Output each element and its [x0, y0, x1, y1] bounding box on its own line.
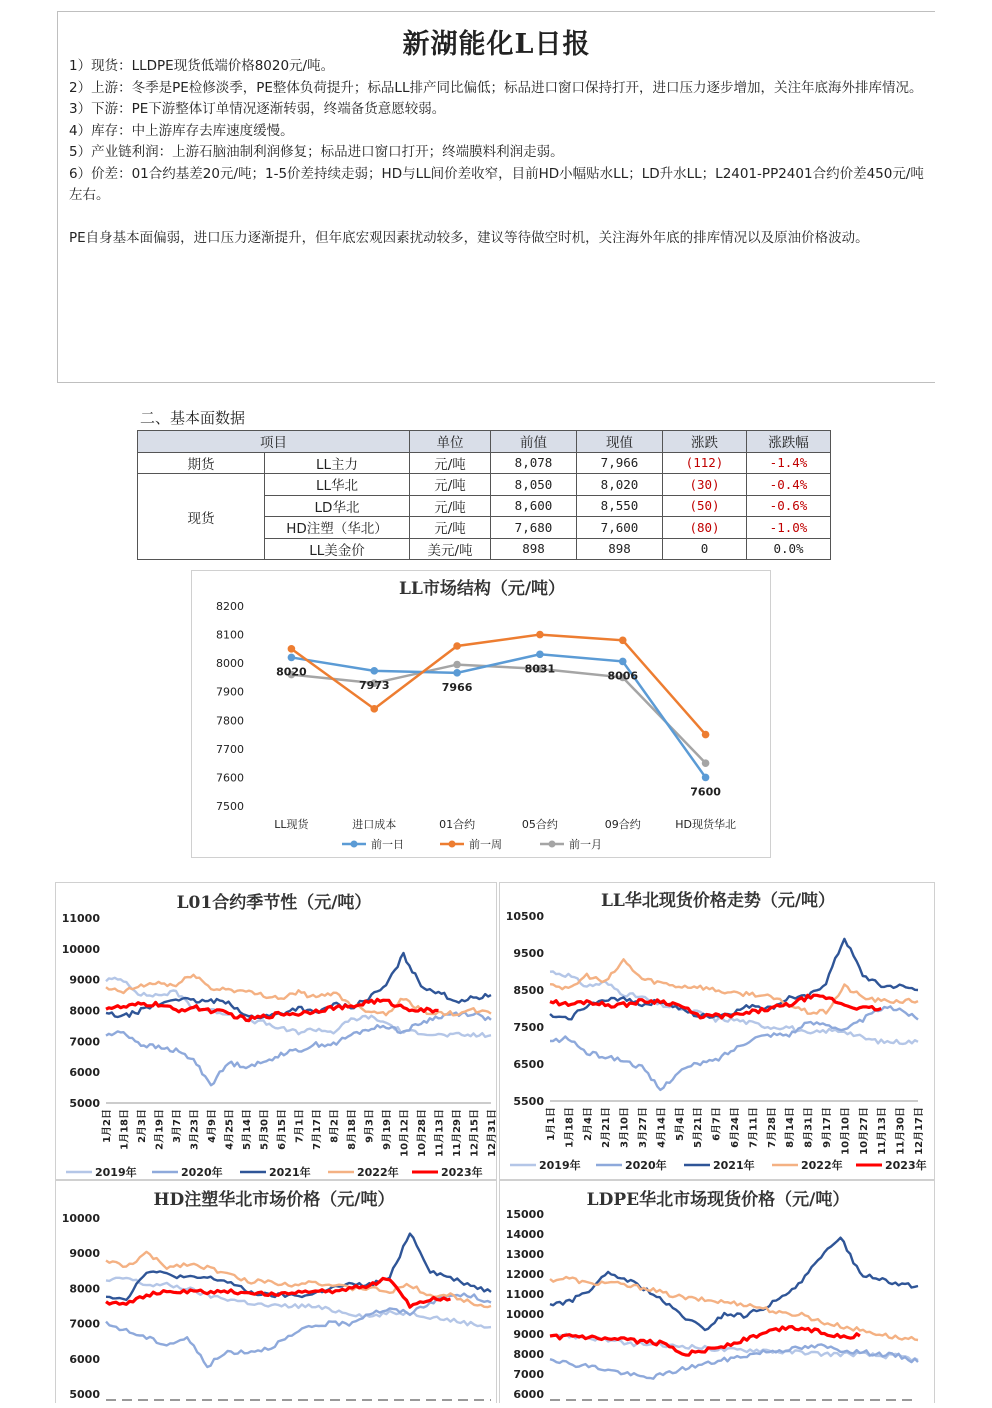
pct-cell: -1.4% [747, 452, 831, 474]
data-label: 8020 [276, 665, 307, 679]
data-point [453, 642, 461, 650]
legend-marker [449, 841, 456, 848]
y-tick-label: 7800 [216, 714, 244, 728]
legend-label: 2019年 [539, 1159, 581, 1172]
change-cell: (30) [663, 474, 747, 496]
fundamentals-table [137, 430, 831, 560]
legend-label: 2020年 [625, 1159, 667, 1172]
y-tick-label: 8100 [216, 628, 244, 642]
legend-marker [351, 841, 358, 848]
prev-cell: 8,078 [491, 452, 577, 474]
x-tick-label: 10月28日 [417, 1109, 428, 1157]
change-cell: (80) [663, 517, 747, 539]
series-line [106, 1012, 491, 1085]
ll-north-spot-chart-panel [499, 882, 935, 1180]
data-point [370, 667, 378, 675]
table-header-row [138, 431, 831, 453]
legend-item [596, 1158, 667, 1172]
chart-title: LDPE华北市场现货价格（元/吨） [586, 1190, 850, 1210]
table-row [138, 452, 831, 474]
data-point [370, 705, 378, 713]
x-tick-label: 9月3日 [364, 1109, 376, 1143]
y-tick-label: 8000 [69, 1282, 100, 1296]
x-tick-label: 7月28日 [766, 1107, 778, 1148]
data-point [453, 669, 461, 677]
x-tick-label: 6月7日 [711, 1107, 723, 1141]
unit-cell: 元/吨 [410, 517, 491, 539]
x-tick-label: 3月27日 [638, 1107, 649, 1148]
x-tick-label: 8月18日 [347, 1109, 358, 1150]
item-cell: LD华北 [265, 495, 410, 517]
data-point [288, 654, 296, 662]
y-tick-label: 6000 [69, 1066, 100, 1080]
legend-label: 2020年 [181, 1166, 223, 1179]
x-tick-label: 01合约 [439, 818, 476, 831]
pct-cell: -1.0% [747, 517, 831, 539]
x-tick-label: 10月10日 [840, 1107, 852, 1155]
legend-label: 2022年 [357, 1166, 399, 1179]
section-title: 二、基本面数据 [140, 409, 246, 427]
prev-cell: 898 [491, 538, 577, 560]
x-tick-label: 8月2日 [329, 1109, 341, 1143]
group-cell: 期货 [138, 452, 265, 474]
x-tick-label: 12月17日 [914, 1107, 925, 1155]
ldpe-chart [500, 1181, 934, 1404]
data-label: 7973 [358, 678, 390, 692]
curr-cell: 8,550 [577, 495, 663, 517]
y-tick-label: 8000 [216, 657, 244, 671]
change-cell: 0 [663, 538, 747, 560]
report-line: 5）产业链利润：上游石脑油制利润修复；标品进口窗口打开；终端膜料利润走弱。 [69, 144, 564, 160]
hd-injection-chart-panel [55, 1180, 497, 1403]
y-tick-label: 11000 [61, 912, 100, 925]
x-tick-label: 2月21日 [601, 1107, 613, 1148]
data-point [702, 759, 710, 767]
report-line: 3）下游：PE下游整体订单情况逐渐转弱，终端备货意愿较弱。 [69, 101, 446, 117]
x-tick-label: 2月4日 [582, 1107, 594, 1141]
y-tick-label: 7000 [69, 1317, 100, 1331]
data-point [702, 774, 710, 782]
pct-cell: -0.4% [747, 474, 831, 496]
curr-cell: 8,020 [577, 474, 663, 496]
item-cell: LL美金价 [265, 538, 410, 560]
x-tick-label: 1月18日 [564, 1107, 576, 1148]
y-tick-label: 5500 [513, 1095, 544, 1108]
y-tick-label: 10500 [505, 910, 544, 923]
x-tick-label: 8月31日 [803, 1107, 815, 1148]
y-tick-label: 9500 [513, 947, 544, 960]
data-point [536, 650, 544, 658]
report-line: 4）库存：中上游库存去库速度缓慢。 [69, 122, 294, 139]
x-tick-label: 9月19日 [382, 1109, 393, 1150]
col-header: 涨跌 [663, 431, 747, 453]
l01-seasonality-chart [56, 883, 496, 1179]
x-tick-label: 8月14日 [785, 1107, 797, 1148]
x-tick-label: 12月31日 [487, 1109, 498, 1157]
legend-item [342, 837, 404, 851]
x-tick-label: 3月7日 [172, 1109, 183, 1143]
col-header: 现值 [577, 431, 663, 453]
x-tick-label: 6月15日 [277, 1109, 288, 1150]
y-tick-label: 14000 [505, 1228, 544, 1241]
col-header: 项目 [138, 431, 410, 453]
curr-cell: 7,966 [577, 452, 663, 474]
series-line [291, 654, 705, 777]
x-tick-label: 进口成本 [352, 818, 397, 831]
legend-item [856, 1158, 927, 1172]
x-tick-label: LL现货 [274, 818, 309, 831]
legend-item [328, 1165, 399, 1179]
y-tick-label: 9000 [69, 973, 100, 987]
l01-seasonality-chart-panel [55, 882, 497, 1180]
x-tick-label: 4月25日 [224, 1109, 236, 1150]
pct-cell: -0.6% [747, 495, 831, 517]
unit-cell: 美元/吨 [410, 538, 491, 560]
series-line [106, 953, 491, 1018]
y-tick-label: 13000 [505, 1248, 544, 1261]
y-tick-label: 10000 [61, 1212, 100, 1225]
y-tick-label: 6500 [513, 1058, 544, 1071]
legend-label: 前一日 [371, 838, 404, 851]
x-tick-label: 11月30日 [895, 1107, 907, 1155]
y-tick-label: 5000 [69, 1388, 100, 1401]
y-tick-label: 7500 [513, 1021, 544, 1034]
ll-north-spot-chart [500, 883, 934, 1179]
x-tick-label: 10月27日 [858, 1107, 870, 1155]
data-point [536, 631, 544, 639]
x-tick-label: 5月21日 [693, 1107, 705, 1148]
y-tick-label: 7000 [69, 1035, 100, 1049]
x-tick-label: 1月18日 [119, 1109, 131, 1150]
y-tick-label: 7600 [216, 771, 244, 785]
data-point [288, 645, 296, 653]
y-tick-label: 5000 [69, 1097, 100, 1110]
legend-item [240, 1165, 311, 1179]
curr-cell: 7,600 [577, 517, 663, 539]
x-tick-label: 09合约 [604, 818, 641, 831]
legend-item [684, 1158, 755, 1172]
x-tick-label: HD现货华北 [675, 818, 736, 831]
curr-cell: 898 [577, 538, 663, 560]
col-header: 单位 [410, 431, 491, 453]
prev-cell: 8,600 [491, 495, 577, 517]
y-tick-label: 7900 [216, 685, 244, 699]
series-line [106, 999, 439, 1020]
x-tick-label: 5月30日 [259, 1109, 271, 1150]
report-line: 1）现货：LLDPE现货低端价格8020元/吨。 [69, 58, 335, 74]
data-point [453, 661, 461, 669]
x-tick-label: 5月14日 [242, 1109, 253, 1150]
legend-label: 2023年 [441, 1166, 483, 1179]
table-row [138, 474, 831, 496]
hd-injection-chart [56, 1181, 496, 1404]
x-tick-label: 10月12日 [399, 1109, 411, 1157]
x-tick-label: 5月4日 [674, 1107, 686, 1141]
pct-cell: 0.0% [747, 538, 831, 560]
y-tick-label: 7700 [216, 742, 244, 756]
y-tick-label: 10000 [505, 1308, 544, 1321]
item-cell: HD注塑（华北） [265, 517, 410, 539]
group-cell: 现货 [138, 474, 265, 560]
x-tick-label: 4月9日 [207, 1109, 218, 1143]
item-cell: LL主力 [265, 452, 410, 474]
unit-cell: 元/吨 [410, 474, 491, 496]
x-tick-label: 05合约 [521, 818, 558, 831]
chart-title: L01合约季节性（元/吨） [176, 893, 372, 913]
x-tick-label: 4月14日 [656, 1107, 668, 1148]
x-tick-label: 11月13日 [877, 1107, 889, 1155]
chart-title: HD注塑华北市场价格（元/吨） [153, 1190, 395, 1210]
data-label: 8031 [524, 662, 556, 676]
report-title: 新湖能化L日报 [402, 29, 591, 60]
unit-cell: 元/吨 [410, 495, 491, 517]
x-tick-label: 3月10日 [619, 1107, 631, 1148]
report-line: 2）上游：冬季是PE检修淡季，PE整体负荷提升；标品LL排产同比偏低；标品进口窗口保持打开，进口压力逐步增加，关注年底海外排库情况。 [69, 79, 923, 96]
legend-item [412, 1165, 483, 1179]
x-tick-label: 7月11日 [748, 1107, 760, 1148]
y-tick-label: 9000 [69, 1247, 100, 1261]
col-header: 前值 [491, 431, 577, 453]
x-tick-label: 9月17日 [822, 1107, 833, 1148]
x-tick-label: 11月13日 [434, 1109, 446, 1157]
y-tick-label: 8000 [69, 1004, 100, 1018]
legend-label: 2022年 [801, 1159, 843, 1172]
legend-label: 前一月 [569, 838, 602, 851]
report-lines [69, 56, 929, 250]
legend-label: 2023年 [885, 1159, 927, 1172]
legend-label: 2021年 [269, 1166, 311, 1179]
ldpe-chart-panel [499, 1180, 935, 1403]
x-tick-label: 2月3日 [137, 1109, 148, 1143]
prev-cell: 8,050 [491, 474, 577, 496]
y-tick-label: 7500 [216, 800, 244, 813]
y-tick-label: 10000 [61, 942, 100, 956]
legend-label: 前一周 [469, 838, 502, 851]
legend-marker [549, 841, 556, 848]
data-point [619, 658, 627, 666]
legend-item [540, 837, 602, 851]
col-header: 涨跌幅 [747, 431, 831, 453]
report-box [57, 11, 935, 383]
y-tick-label: 8000 [513, 1348, 544, 1361]
legend-item [152, 1165, 223, 1179]
x-tick-label: 1月2日 [102, 1109, 113, 1143]
y-tick-label: 11000 [505, 1288, 544, 1301]
change-cell: (50) [663, 495, 747, 517]
item-cell: LL华北 [265, 474, 410, 496]
report-summary: PE自身基本面偏弱，进口压力逐渐提升，但年底宏观因素扰动较多，建议等待做空时机，关注海外年底的排库情况以及原油价格波动。 [69, 230, 869, 246]
chart-title: LL市场结构（元/吨） [398, 579, 566, 599]
market-structure-chart [192, 571, 770, 857]
x-tick-label: 6月24日 [730, 1107, 741, 1148]
report-line: 6）价差：01合约基差20元/吨；1-5价差持续走弱；HD与LL间价差收窄，目前HD小幅贴水LL；LD升水LL；L2401-PP2401合约价差450元/吨左右。 [69, 165, 924, 203]
change-cell: (112) [663, 452, 747, 474]
y-tick-label: 6000 [513, 1388, 544, 1401]
legend-item [440, 837, 502, 851]
legend-item [510, 1158, 581, 1172]
market-structure-chart-panel [191, 570, 771, 858]
y-tick-label: 6000 [69, 1352, 100, 1366]
y-tick-label: 15000 [505, 1208, 544, 1221]
legend-item [772, 1158, 843, 1172]
x-tick-label: 7月1日 [294, 1109, 306, 1143]
data-label: 7966 [441, 680, 473, 694]
y-tick-label: 7000 [513, 1368, 544, 1381]
x-tick-label: 1月1日 [546, 1107, 557, 1141]
series-line [291, 635, 705, 735]
x-tick-label: 7月17日 [312, 1109, 323, 1150]
data-point [619, 636, 627, 644]
x-tick-label: 12月15日 [469, 1109, 481, 1157]
data-label: 8006 [607, 669, 639, 683]
unit-cell: 元/吨 [410, 452, 491, 474]
series-line [550, 1277, 918, 1340]
y-tick-label: 12000 [505, 1268, 544, 1281]
x-tick-label: 11月29日 [452, 1109, 463, 1157]
y-tick-label: 8500 [513, 984, 544, 997]
data-point [702, 731, 710, 739]
legend-label: 2019年 [95, 1166, 137, 1179]
y-tick-label: 8200 [216, 600, 244, 613]
data-label: 7600 [690, 785, 721, 799]
prev-cell: 7,680 [491, 517, 577, 539]
chart-title: LL华北现货价格走势（元/吨） [600, 891, 836, 911]
x-tick-label: 2月19日 [154, 1109, 166, 1150]
y-tick-label: 9000 [513, 1328, 544, 1341]
series-line [106, 1294, 491, 1367]
legend-label: 2021年 [713, 1159, 755, 1172]
series-line [291, 665, 705, 764]
x-tick-label: 3月23日 [189, 1109, 201, 1150]
legend-item [66, 1165, 137, 1179]
